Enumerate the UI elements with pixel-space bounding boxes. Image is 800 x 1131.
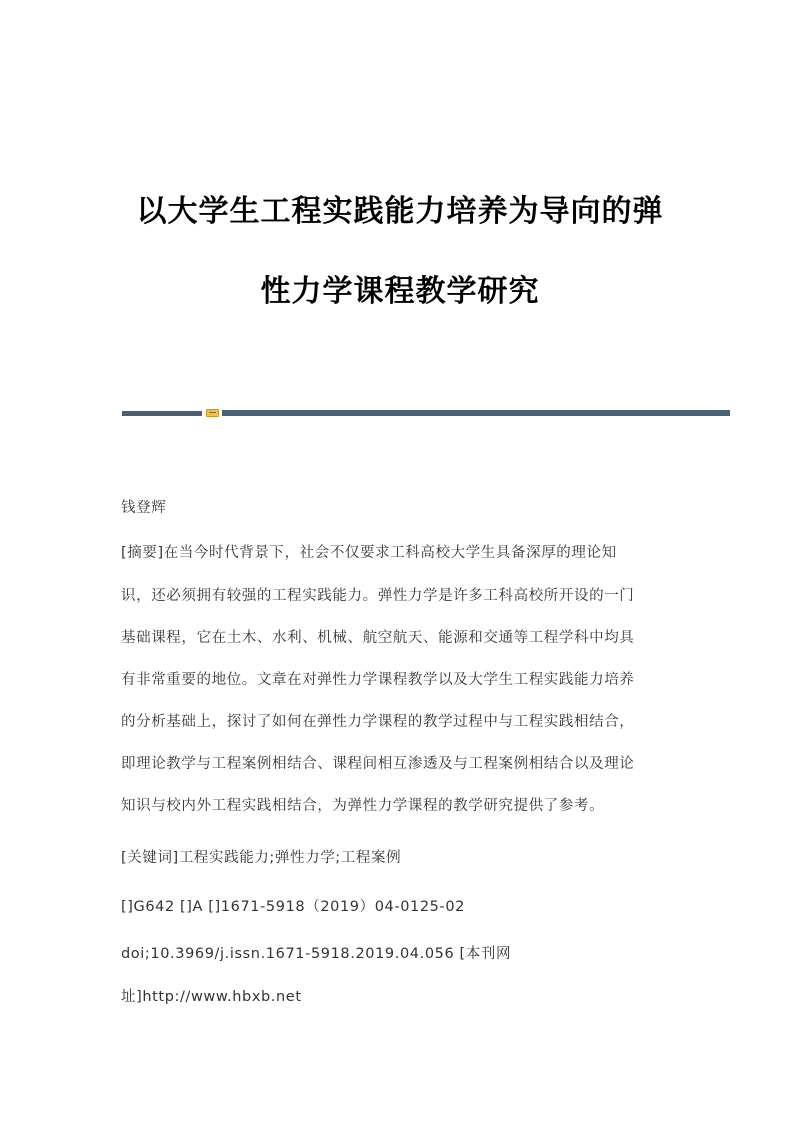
envelope-icon [206,409,219,417]
keywords: [关键词]工程实践能力;弹性力学;工程案例 [121,850,402,866]
abstract-line: 有非常重要的地位。文章在对弹性力学课程教学以及大学生工程实践能力培养 [121,672,635,688]
doi-line: doi;10.3969/j.issn.1671-5918.2019.04.056 [本刊网 [121,946,512,962]
abstract-line: 即理论教学与工程案例相结合、课程间相互渗透及与工程案例相结合以及理论 [121,756,635,772]
abstract-line: 识，还必须拥有较强的工程实践能力。弹性力学是许多工科高校所开设的一门 [121,588,635,604]
author-name: 钱登辉 [121,500,167,516]
abstract-line: 知识与校内外工程实践相结合，为弹性力学课程的教学研究提供了参考。 [121,798,605,814]
document-title-line-1: 以大学生工程实践能力培养为导向的弹 [136,194,664,229]
divider-bar-left [122,411,202,416]
abstract-line: 基础课程，它在土木、水利、机械、航空航天、能源和交通等工程学科中均具 [121,630,635,646]
title-divider [122,409,730,417]
classification-number: []G642 []A []1671-5918（2019）04-0125-02 [121,899,465,915]
divider-bar-right [222,410,730,416]
document-title-line-2: 性力学课程教学研究 [260,274,540,309]
abstract-line: 的分析基础上，探讨了如何在弹性力学课程的教学过程中与工程实践相结合， [121,714,635,730]
abstract-line: [摘要]在当今时代背景下，社会不仅要求工科高校大学生具备深厚的理论知 [121,545,617,561]
journal-url: 址]http://www.hbxb.net [121,989,302,1005]
